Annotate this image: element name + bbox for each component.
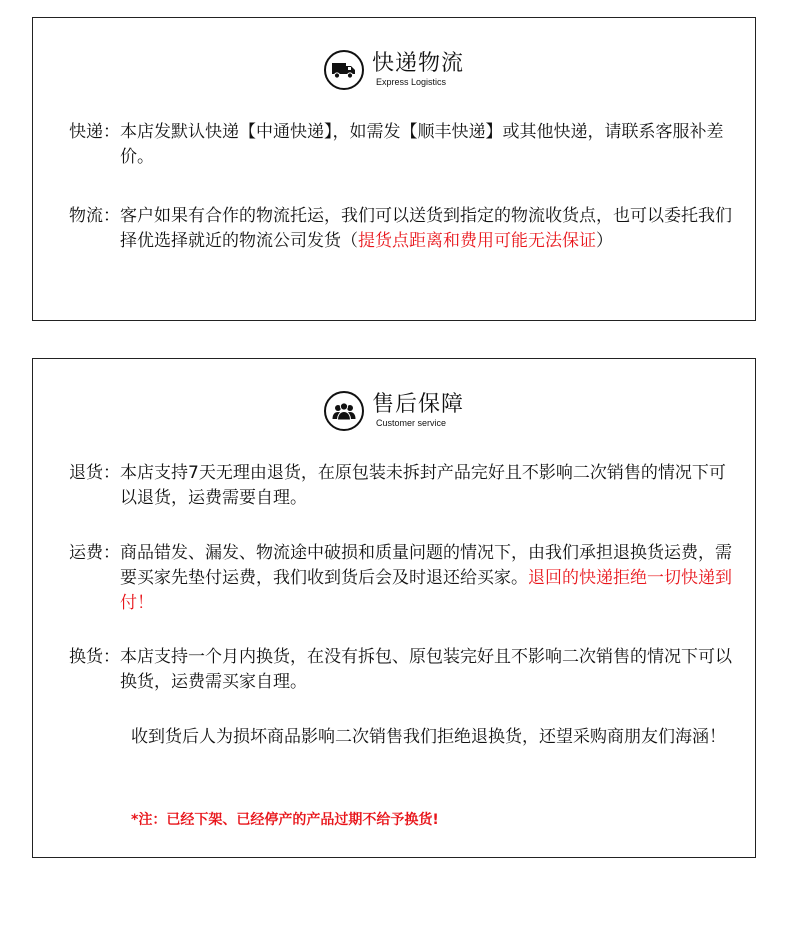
customer-group-icon [324,391,364,431]
express-text: 本店发默认快递【中通快递】，如需发【顺丰快递】或其他快递，请联系客服补差价。 [120,122,724,167]
logistics-header [33,48,755,90]
logistics-card [32,17,756,321]
shipping-fee-body [120,541,733,616]
exchange-text: 本店支持一个月内换货，在没有拆包、原包装完好且不影响二次销售的情况下可以换货，运费需买家自理。 [120,647,732,692]
returns-text: 本店支持7天无理由退货，在原包装未拆封产品完好且不影响二次销售的情况下可以退货，运费需要自理。 [120,463,726,508]
freight-label: 物流： [69,206,120,226]
aftersales-subtitle: Customer service [375,417,447,428]
shipping-fee-text: 商品错发、漏发、物流途中破损和质量问题的情况下，由我们承担退换货运费，需要买家先垫付运费，我们收到货后会及时退还给买家。 [120,543,732,588]
aftersales-header [33,389,755,431]
warning-note: *注：已经下架、已经停产的产品过期不给予换货! [131,812,439,828]
exchange-paragraph [69,645,733,695]
exchange-label: 换货： [69,647,120,667]
freight-text: 客户如果有合作的物流托运，我们可以送货到指定的物流收货点，也可以委托我们择优选择就近的物流公司发货（ [120,206,732,251]
shipping-fee-warning: 退回的快递拒绝一切快递到付！ [120,568,732,613]
shipping-fee-label: 运费： [69,543,120,563]
freight-paragraph [69,204,733,254]
damage-note: 收到货后人为损坏商品影响二次销售我们拒绝退换货，还望采购商朋友们海涵！ [131,727,726,747]
aftersales-title: 售后保障 [371,391,464,417]
express-paragraph [69,120,733,170]
freight-body [120,204,733,254]
freight-warning-text: 提货点距离和费用可能无法保证 [358,231,596,251]
logistics-title: 快递物流 [371,50,464,76]
returns-paragraph [69,461,733,511]
shipping-fee-paragraph [69,541,733,616]
logistics-subtitle: Express Logistics [375,76,447,87]
freight-end-text: ） [596,231,613,251]
delivery-truck-icon [324,50,364,90]
returns-label: 退货： [69,463,120,483]
express-label: 快递： [69,122,120,142]
aftersales-card [32,358,756,858]
